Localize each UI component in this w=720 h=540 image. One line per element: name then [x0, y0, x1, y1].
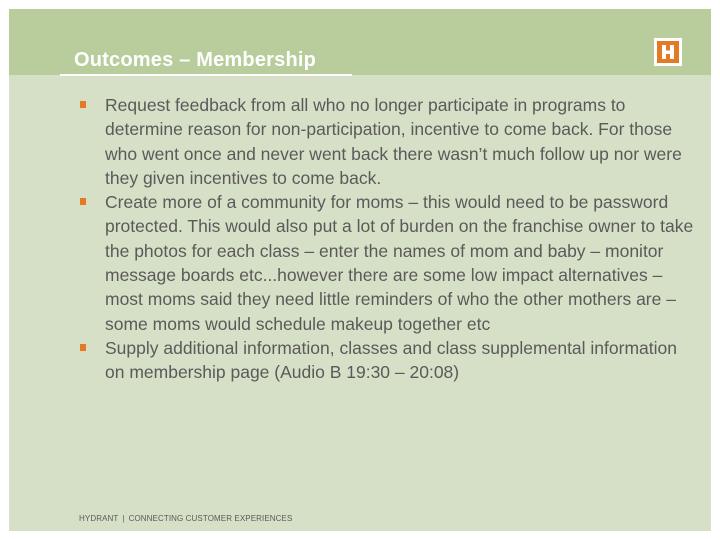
bullet-text: Create more of a community for moms – this would need to be password protected. This would also put a lot of burden on the franchise owner to take the photos for each class – enter the names of mom and baby – monitor message boards etc...however there are some low impact alternatives – most moms said they need little reminders of who the other mothers are – some moms would schedule makeup together etc: [105, 192, 694, 334]
footer-tagline: CONNECTING CUSTOMER EXPERIENCES: [128, 514, 293, 523]
bullet-text: Request feedback from all who no longer participate in programs to determine reason for non-participation, incentive to come back. For those who went once and never went back there wasn’t much follow up nor were they given incentives to come back.: [105, 95, 682, 188]
square-bullet-icon: [80, 198, 86, 205]
bullet-item: [105, 93, 695, 190]
bullet-item: [105, 190, 695, 336]
square-bullet-icon: [80, 344, 86, 351]
bullet-text: Supply additional information, classes and class supplemental information on membership page (Audio B 19:30 – 20:08): [105, 337, 677, 383]
title-underline: [60, 74, 352, 76]
footer: [79, 514, 292, 523]
slide-title: Outcomes – Membership: [74, 49, 317, 71]
footer-separator: |: [122, 514, 125, 523]
square-bullet-icon: [80, 101, 86, 108]
footer-brand: HYDRANT: [79, 514, 119, 523]
bullet-list: [105, 93, 695, 385]
hydrant-h-logo-icon: [654, 38, 682, 66]
bullet-item: [105, 336, 695, 385]
h-letter-icon: [657, 41, 679, 63]
